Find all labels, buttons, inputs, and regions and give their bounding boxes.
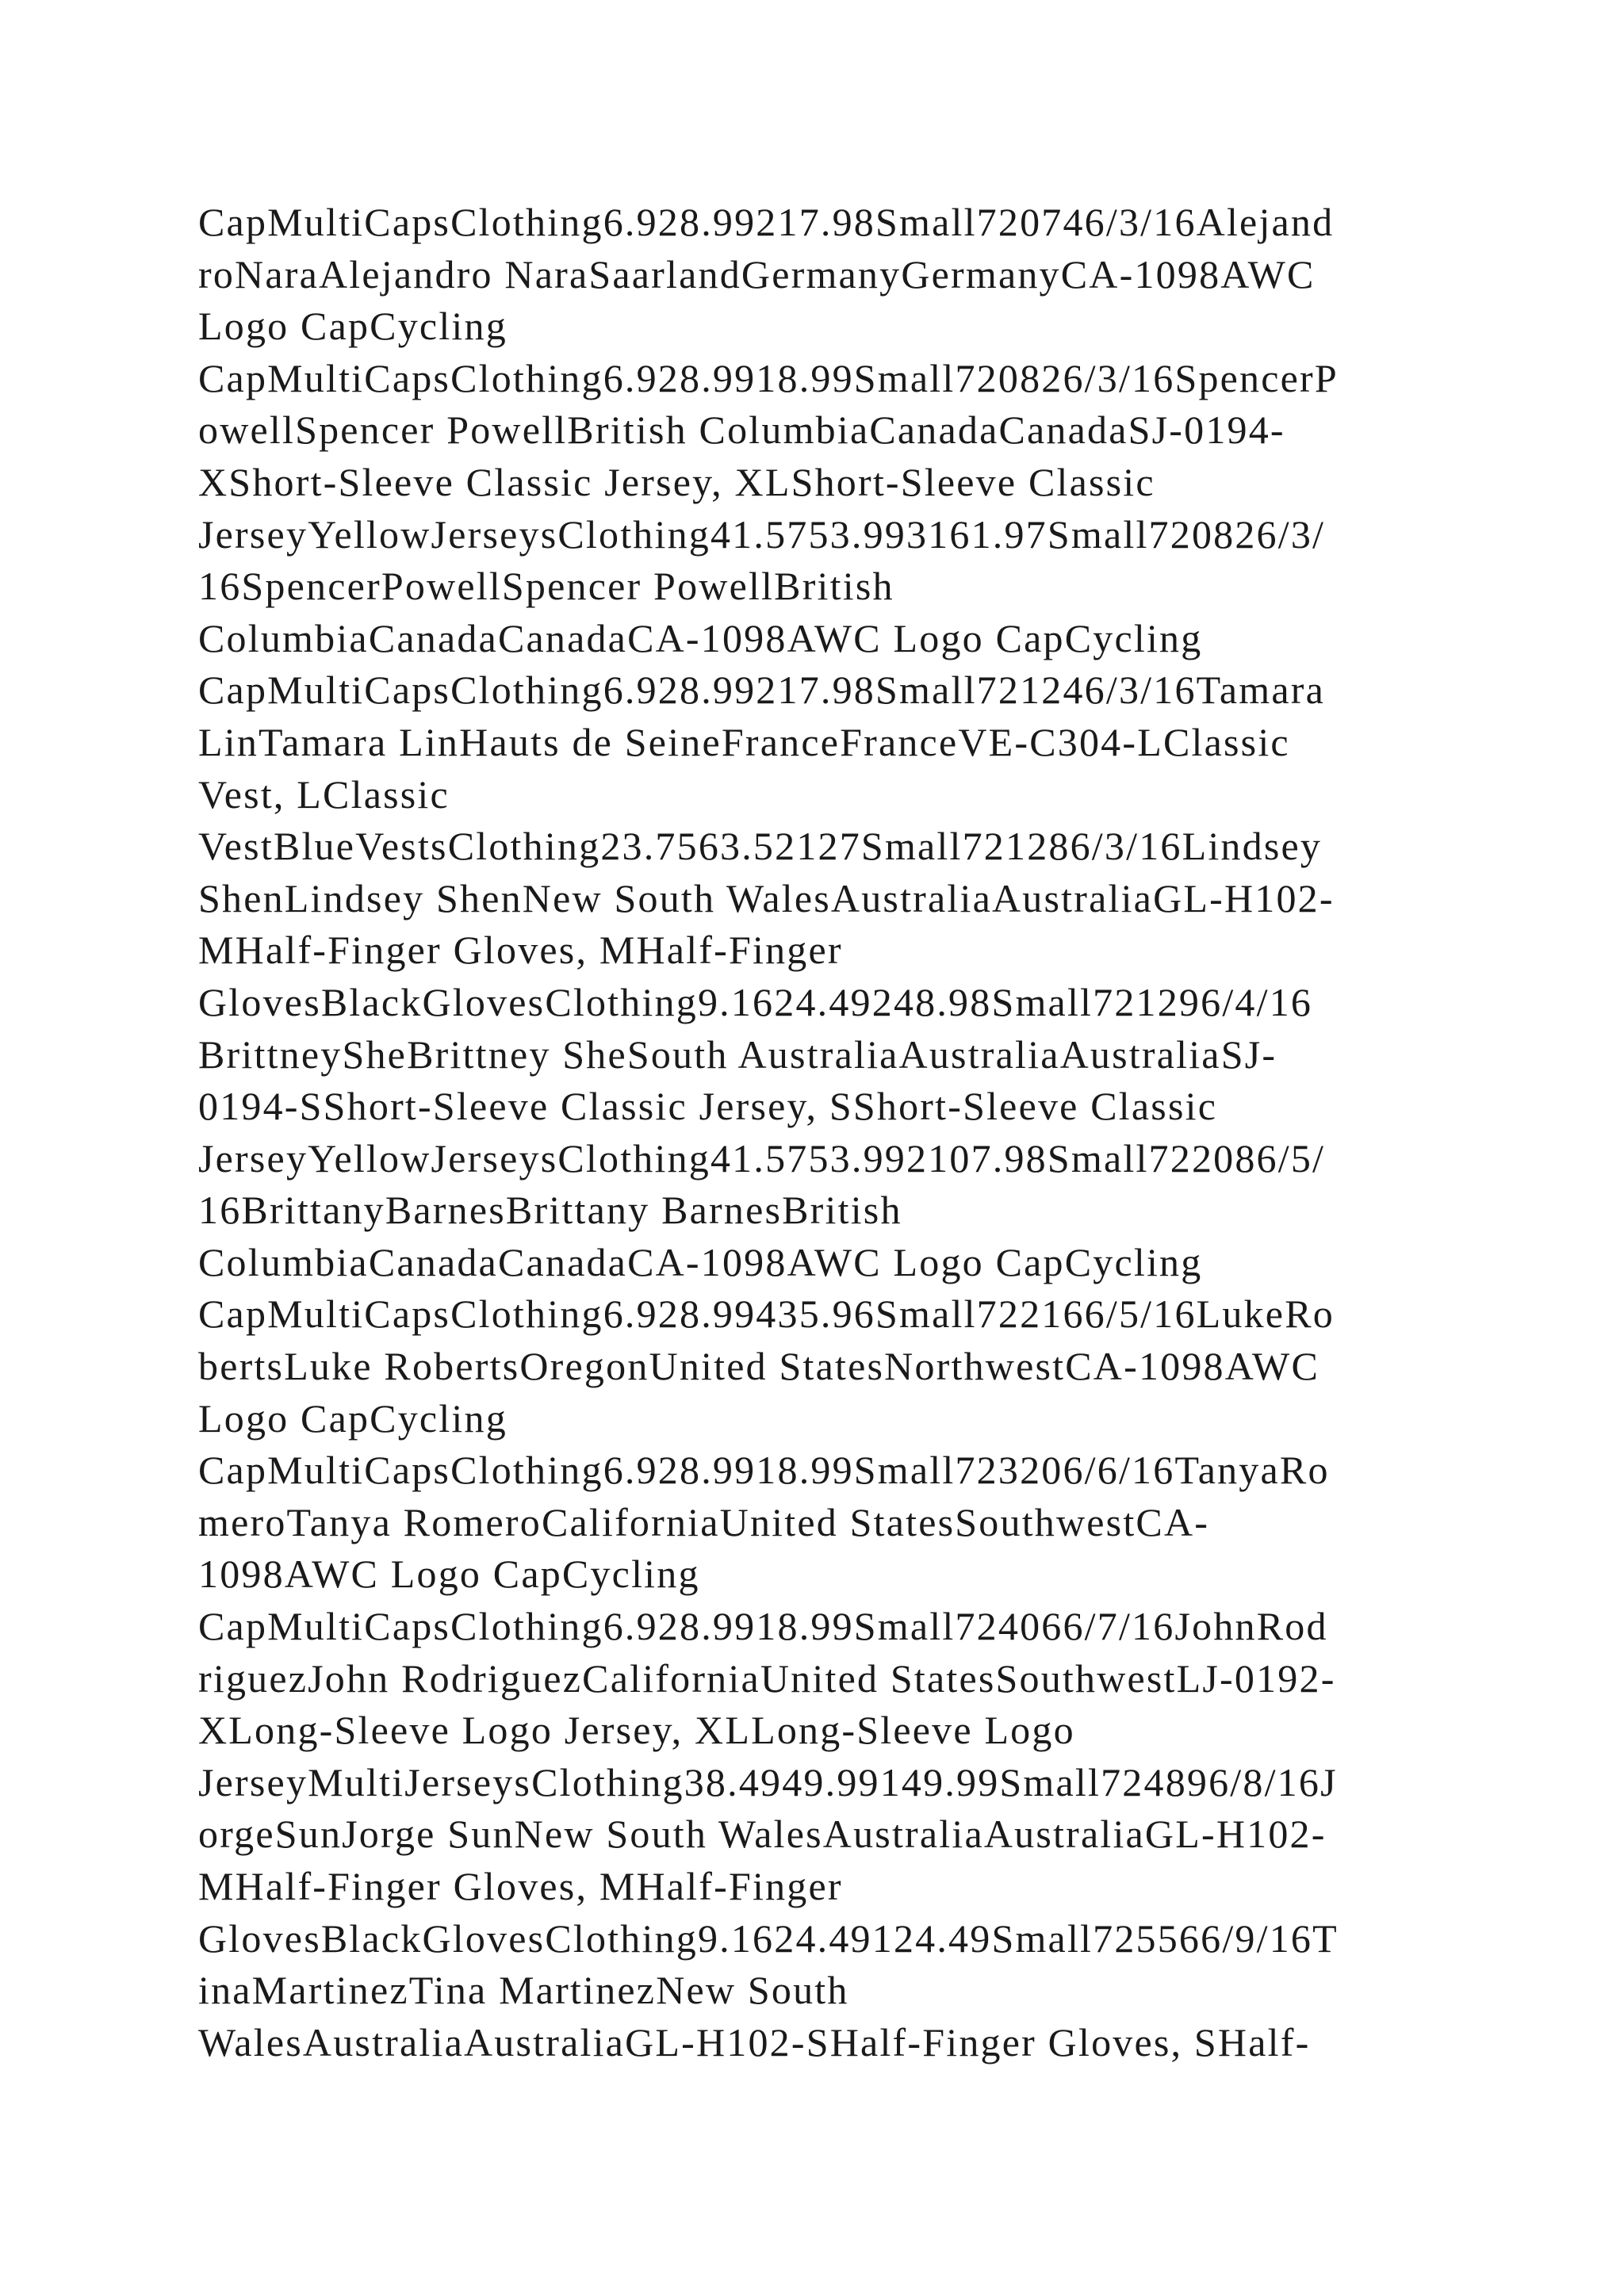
text-line: 0194-SShort-Sleeve Classic Jersey, SShort-Sleeve Classic [198,1084,1218,1129]
text-line: bertsLuke RobertsOregonUnited StatesNorthwestCA-1098AWC [198,1344,1320,1389]
text-line: CapMultiCapsClothing6.928.99217.98Small720746/3/16Alejand [198,200,1335,244]
text-line: 1098AWC Logo CapCycling [198,1552,700,1597]
text-line: ColumbiaCanadaCanadaCA-1098AWC Logo CapCycling [198,1239,1203,1284]
text-line: roNaraAlejandro NaraSaarlandGermanyGermanyCA-1098AWC [198,251,1316,297]
text-line: MHalf-Finger Gloves, MHalf-Finger [198,1864,843,1908]
text-line: CapMultiCapsClothing6.928.9918.99Small720826/3/16SpencerP [198,355,1339,400]
text-line: CapMultiCapsClothing6.928.9918.99Small724066/7/16JohnRod [198,1604,1328,1649]
text-line: 16SpencerPowellSpencer PowellBritish [198,564,894,609]
body-text [198,197,1467,2068]
text-line: Logo CapCycling [198,1395,508,1441]
text-line: MHalf-Finger Gloves, MHalf-Finger [198,928,843,973]
text-line: ColumbiaCanadaCanadaCA-1098AWC Logo CapCycling [198,615,1203,660]
text-line: BrittneySheBrittney SheSouth AustraliaAustraliaAustraliaSJ- [198,1031,1277,1077]
text-line: JerseyYellowJerseysClothing41.5753.993161.97Small720826/3/ [198,511,1326,557]
text-line: CapMultiCapsClothing6.928.99435.96Small722166/5/16LukeRo [198,1292,1335,1337]
text-line: Logo CapCycling [198,304,508,349]
text-line: riguezJohn RodriguezCaliforniaUnited StatesSouthwestLJ-0192- [198,1655,1336,1701]
text-line: ShenLindsey ShenNew South WalesAustraliaAustraliaGL-H102- [198,875,1335,920]
text-line: orgeSunJorge SunNew South WalesAustraliaAustraliaGL-H102- [198,1812,1327,1857]
text-line: LinTamara LinHauts de SeineFranceFranceVE-C304-LClassic [198,719,1290,764]
text-line: JerseyMultiJerseysClothing38.4949.99149.99Small724896/8/16J [198,1759,1338,1804]
text-line: GlovesBlackGlovesClothing9.1624.49124.49Small725566/9/16T [198,1915,1339,1961]
text-line: owellSpencer PowellBritish ColumbiaCanadaCanadaSJ-0194- [198,408,1285,453]
text-line: inaMartinezTina MartinezNew South [198,1968,849,2013]
text-line: XLong-Sleeve Logo Jersey, XLLong-Sleeve Logo [198,1708,1075,1753]
text-line: XShort-Sleeve Classic Jersey, XLShort-Sleeve Classic [198,459,1155,504]
text-line: JerseyYellowJerseysClothing41.5753.992107.98Small722086/5/ [198,1135,1326,1181]
text-line: CapMultiCapsClothing6.928.99217.98Small721246/3/16Tamara [198,668,1326,713]
text-line: VestBlueVestsClothing23.7563.52127Small721286/3/16Lindsey [198,824,1323,869]
text-line: meroTanya RomeroCaliforniaUnited StatesSouthwestCA- [198,1499,1210,1544]
text-line: GlovesBlackGlovesClothing9.1624.49248.98Small721296/4/16 [198,979,1313,1024]
text-line: Vest, LClassic [198,771,450,817]
text-line: CapMultiCapsClothing6.928.9918.99Small723206/6/16TanyaRo [198,1448,1330,1493]
text-line: WalesAustraliaAustraliaGL-H102-SHalf-Finger Gloves, SHalf- [198,2019,1311,2064]
text-line: 16BrittanyBarnesBrittany BarnesBritish [198,1188,902,1233]
